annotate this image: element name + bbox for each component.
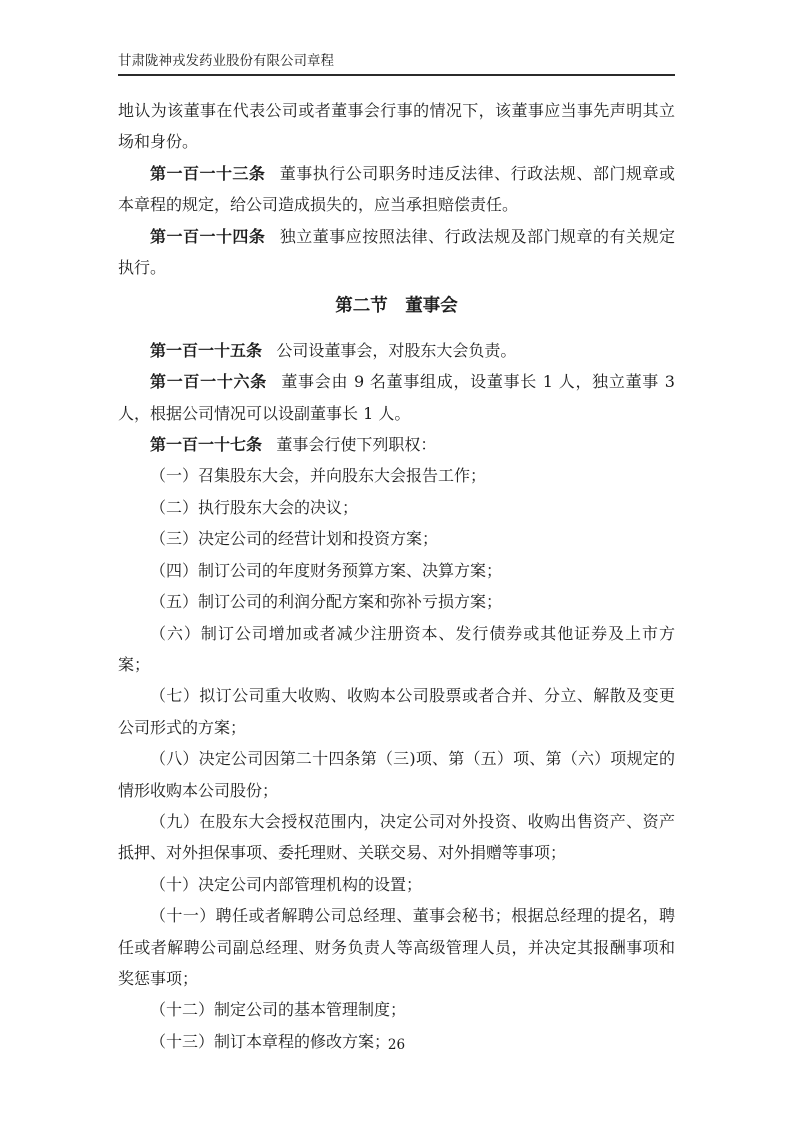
article-paragraph: 第一百一十五条 公司设董事会，对股东大会负责。 <box>150 340 517 360</box>
header-title: 甘肃陇神戎发药业股份有限公司章程 <box>118 53 334 69</box>
page-footer <box>0 1036 793 1054</box>
enumerated-item-paragraph: （六）制订公司增加或者减少注册资本、发行债券或其他证券及上市方案； <box>118 623 675 674</box>
article-number-label: 第一百一十七条 <box>150 435 263 455</box>
enumerated-item-paragraph: （三）决定公司的经营计划和投资方案； <box>150 529 439 549</box>
enumerated-item-paragraph: （九）在股东大会授权范围内，决定公司对外投资、收购出售资产、资产抵押、对外担保事项、委托理财、关联交易、对外捐赠等事项； <box>118 811 675 863</box>
enumerated-item-paragraph: （十二）制定公司的基本管理制度； <box>150 1000 407 1020</box>
enumerated-item-paragraph: （七）拟订公司重大收购、收购本公司股票或者合并、分立、解散及变更公司形式的方案； <box>118 686 675 737</box>
enumerated-item-paragraph: （二）执行股东大会的决议； <box>150 497 359 517</box>
enumerated-item-paragraph: （八）决定公司因第二十四条第（三)项、第（五）项、第（六）项规定的情形收购本公司股份； <box>118 749 675 800</box>
document-body <box>118 95 675 1057</box>
enumerated-item-paragraph: （五）制订公司的利润分配方案和弥补亏损方案； <box>150 592 503 612</box>
article-paragraph: 第一百一十七条 董事会行使下列职权： <box>150 435 437 455</box>
enumerated-item-paragraph: （十一）聘任或者解聘公司总经理、董事会秘书；根据总经理的提名，聘任或者解聘公司副总经理、财务负责人等高级管理人员，并决定其报酬事项和奖惩事项； <box>118 906 675 988</box>
article-number-label: 第一百一十四条 <box>150 226 266 246</box>
article-paragraph: 第一百一十三条 董事执行公司职务时违反法律、行政法规、部门规章或本章程的规定，给公司造成损失的，应当承担赔偿责任。 <box>118 163 675 215</box>
enumerated-item-paragraph: （四）制订公司的年度财务预算方案、决算方案； <box>150 560 503 580</box>
page-number: 26 <box>387 1037 406 1053</box>
enumerated-item-paragraph: （十三）制订本章程的修改方案； <box>150 1031 391 1051</box>
body-paragraph: 地认为该董事在代表公司或者董事会行事的情况下，该董事应当事先声明其立场和身份。 <box>118 101 675 152</box>
page-header <box>118 52 675 76</box>
enumerated-item-paragraph: （一）召集股东大会，并向股东大会报告工作； <box>150 466 487 486</box>
enumerated-item-paragraph: （十）决定公司内部管理机构的设置； <box>150 874 423 894</box>
article-number-label: 第一百一十五条 <box>150 340 263 360</box>
article-number-label: 第一百一十三条 <box>150 163 266 183</box>
article-paragraph: 第一百一十六条 董事会由 9 名董事组成，设董事长 1 人，独立董事 3 人，根据公司情况可以设副董事长 1 人。 <box>118 372 675 423</box>
article-number-label: 第一百一十六条 <box>150 372 267 392</box>
article-paragraph: 第一百一十四条 独立董事应按照法律、行政法规及部门规章的有关规定执行。 <box>118 226 675 278</box>
section-heading: 第二节 董事会 <box>335 296 458 317</box>
